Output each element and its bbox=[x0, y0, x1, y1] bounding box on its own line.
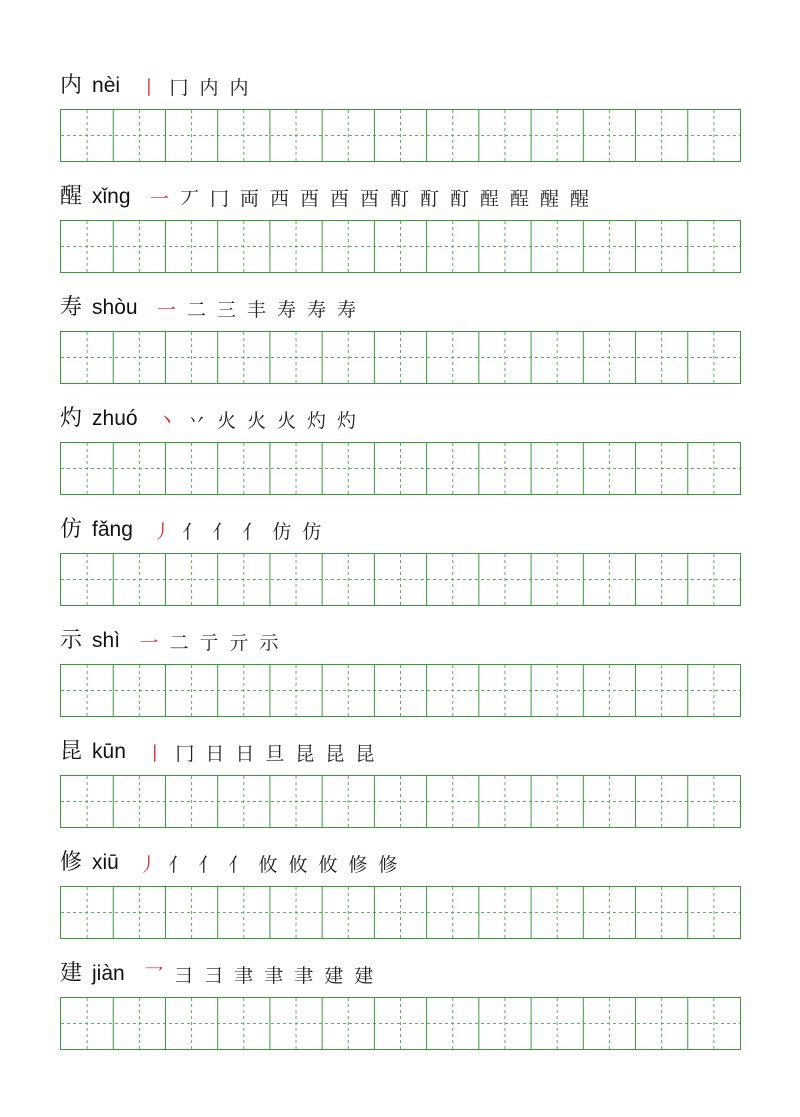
entry-header bbox=[60, 68, 254, 104]
stroke-step: 寿 bbox=[337, 298, 357, 321]
stroke-step: 一 bbox=[150, 187, 170, 210]
stroke-step: 示 bbox=[259, 631, 279, 654]
entry-header bbox=[60, 734, 380, 770]
stroke-step: 冂 bbox=[210, 187, 230, 210]
stroke-step: 酊 bbox=[420, 187, 440, 210]
hanzi-character: 醒 bbox=[60, 184, 83, 209]
stroke-step: 建 bbox=[324, 964, 344, 987]
writing-grid[interactable] bbox=[60, 664, 741, 717]
character-entry bbox=[60, 401, 741, 496]
stroke-step: 酊 bbox=[390, 187, 410, 210]
stroke-step: 亓 bbox=[229, 631, 249, 654]
stroke-step: 灼 bbox=[337, 409, 357, 432]
stroke-step: 聿 bbox=[234, 964, 254, 987]
pinyin-label: xiū bbox=[92, 851, 119, 874]
stroke-step: 修 bbox=[378, 853, 398, 876]
stroke-step: 酉 bbox=[300, 187, 320, 210]
character-entry bbox=[60, 179, 741, 274]
entry-header bbox=[60, 179, 595, 215]
stroke-step: 丨 bbox=[139, 76, 159, 99]
pinyin-label: kūn bbox=[92, 740, 126, 763]
stroke-step: 日 bbox=[235, 742, 255, 765]
stroke-step: ⺕ bbox=[174, 964, 194, 987]
stroke-order-sequence bbox=[134, 628, 284, 655]
writing-grid[interactable] bbox=[60, 442, 741, 495]
stroke-step: ⺕ bbox=[204, 964, 224, 987]
stroke-step: 丰 bbox=[247, 298, 267, 321]
character-entry bbox=[60, 734, 741, 829]
stroke-step: 内 bbox=[199, 76, 219, 99]
hanzi-character: 寿 bbox=[60, 295, 83, 320]
entry-header bbox=[60, 845, 403, 881]
entry-header bbox=[60, 401, 362, 437]
stroke-step: 亻 bbox=[242, 520, 262, 543]
stroke-step: 酊 bbox=[450, 187, 470, 210]
pinyin-label: xǐng bbox=[92, 185, 131, 208]
pinyin-label: zhuó bbox=[92, 407, 138, 430]
stroke-step: 日 bbox=[205, 742, 225, 765]
pinyin-label: jiàn bbox=[92, 962, 125, 985]
stroke-order-sequence bbox=[145, 184, 595, 211]
stroke-step: 一 bbox=[157, 298, 177, 321]
stroke-step: 一 bbox=[139, 631, 159, 654]
stroke-step: 仿 bbox=[272, 520, 292, 543]
stroke-step: 攸 bbox=[258, 853, 278, 876]
stroke-step: 乛 bbox=[144, 964, 164, 987]
entry-header bbox=[60, 512, 327, 548]
stroke-step: 冂 bbox=[175, 742, 195, 765]
hanzi-character: 建 bbox=[60, 961, 83, 986]
stroke-step: 二 bbox=[169, 631, 189, 654]
stroke-step: 攸 bbox=[288, 853, 308, 876]
writing-grid[interactable] bbox=[60, 109, 741, 162]
pinyin-label: nèi bbox=[92, 74, 121, 97]
hanzi-character: 仿 bbox=[60, 517, 83, 542]
stroke-step: 寿 bbox=[307, 298, 327, 321]
stroke-step: 醒 bbox=[540, 187, 560, 210]
stroke-step: 寿 bbox=[277, 298, 297, 321]
writing-grid[interactable] bbox=[60, 220, 741, 273]
character-entry bbox=[60, 956, 741, 1051]
stroke-step: 醒 bbox=[570, 187, 590, 210]
stroke-step: 内 bbox=[229, 76, 249, 99]
stroke-order-sequence bbox=[133, 850, 403, 877]
hanzi-character: 灼 bbox=[60, 406, 83, 431]
entry-header bbox=[60, 956, 379, 992]
stroke-step: 修 bbox=[348, 853, 368, 876]
writing-grid[interactable] bbox=[60, 331, 741, 384]
stroke-step: 昆 bbox=[355, 742, 375, 765]
stroke-step: 両 bbox=[240, 187, 260, 210]
stroke-step: 三 bbox=[217, 298, 237, 321]
stroke-step: 丆 bbox=[180, 187, 200, 210]
hanzi-character: 内 bbox=[60, 73, 83, 98]
stroke-step: 酲 bbox=[510, 187, 530, 210]
pinyin-label: fǎng bbox=[92, 518, 133, 541]
hanzi-character: 修 bbox=[60, 850, 83, 875]
stroke-step: 酉 bbox=[360, 187, 380, 210]
writing-grid[interactable] bbox=[60, 553, 741, 606]
stroke-step: 冂 bbox=[169, 76, 189, 99]
stroke-order-sequence bbox=[152, 406, 362, 433]
hanzi-character: 示 bbox=[60, 628, 83, 653]
stroke-step: 火 bbox=[217, 409, 237, 432]
stroke-step: 亍 bbox=[199, 631, 219, 654]
stroke-step: 攸 bbox=[318, 853, 338, 876]
character-entry bbox=[60, 68, 741, 163]
stroke-step: 火 bbox=[277, 409, 297, 432]
pinyin-label: shòu bbox=[92, 296, 138, 319]
stroke-step: 昆 bbox=[295, 742, 315, 765]
stroke-step: 亻 bbox=[182, 520, 202, 543]
stroke-step: 昆 bbox=[325, 742, 345, 765]
stroke-step: 酉 bbox=[330, 187, 350, 210]
stroke-step: 丷 bbox=[187, 409, 207, 432]
stroke-step: 建 bbox=[354, 964, 374, 987]
writing-grid[interactable] bbox=[60, 775, 741, 828]
stroke-order-sequence bbox=[140, 739, 380, 766]
stroke-step: 亻 bbox=[198, 853, 218, 876]
hanzi-character: 昆 bbox=[60, 739, 83, 764]
character-entry bbox=[60, 845, 741, 940]
stroke-step: 丿 bbox=[138, 853, 158, 876]
entry-header bbox=[60, 290, 362, 326]
stroke-step: 亻 bbox=[212, 520, 232, 543]
stroke-step: 丨 bbox=[145, 742, 165, 765]
writing-grid[interactable] bbox=[60, 997, 741, 1050]
stroke-step: 聿 bbox=[294, 964, 314, 987]
stroke-step: 聿 bbox=[264, 964, 284, 987]
character-entry bbox=[60, 623, 741, 718]
stroke-order-sequence bbox=[147, 517, 327, 544]
writing-grid[interactable] bbox=[60, 886, 741, 939]
stroke-order-sequence bbox=[139, 961, 379, 988]
stroke-step: 二 bbox=[187, 298, 207, 321]
stroke-step: 西 bbox=[270, 187, 290, 210]
stroke-step: 丶 bbox=[157, 409, 177, 432]
stroke-order-sequence bbox=[152, 295, 362, 322]
stroke-step: 亻 bbox=[228, 853, 248, 876]
stroke-step: 丿 bbox=[152, 520, 172, 543]
stroke-step: 灼 bbox=[307, 409, 327, 432]
character-entry bbox=[60, 512, 741, 607]
stroke-step: 仿 bbox=[302, 520, 322, 543]
stroke-order-sequence bbox=[134, 73, 254, 100]
entry-header bbox=[60, 623, 284, 659]
pinyin-label: shì bbox=[92, 629, 121, 652]
stroke-step: 火 bbox=[247, 409, 267, 432]
stroke-step: 酲 bbox=[480, 187, 500, 210]
character-entry bbox=[60, 290, 741, 385]
stroke-step: 旦 bbox=[265, 742, 285, 765]
stroke-step: 亻 bbox=[168, 853, 188, 876]
